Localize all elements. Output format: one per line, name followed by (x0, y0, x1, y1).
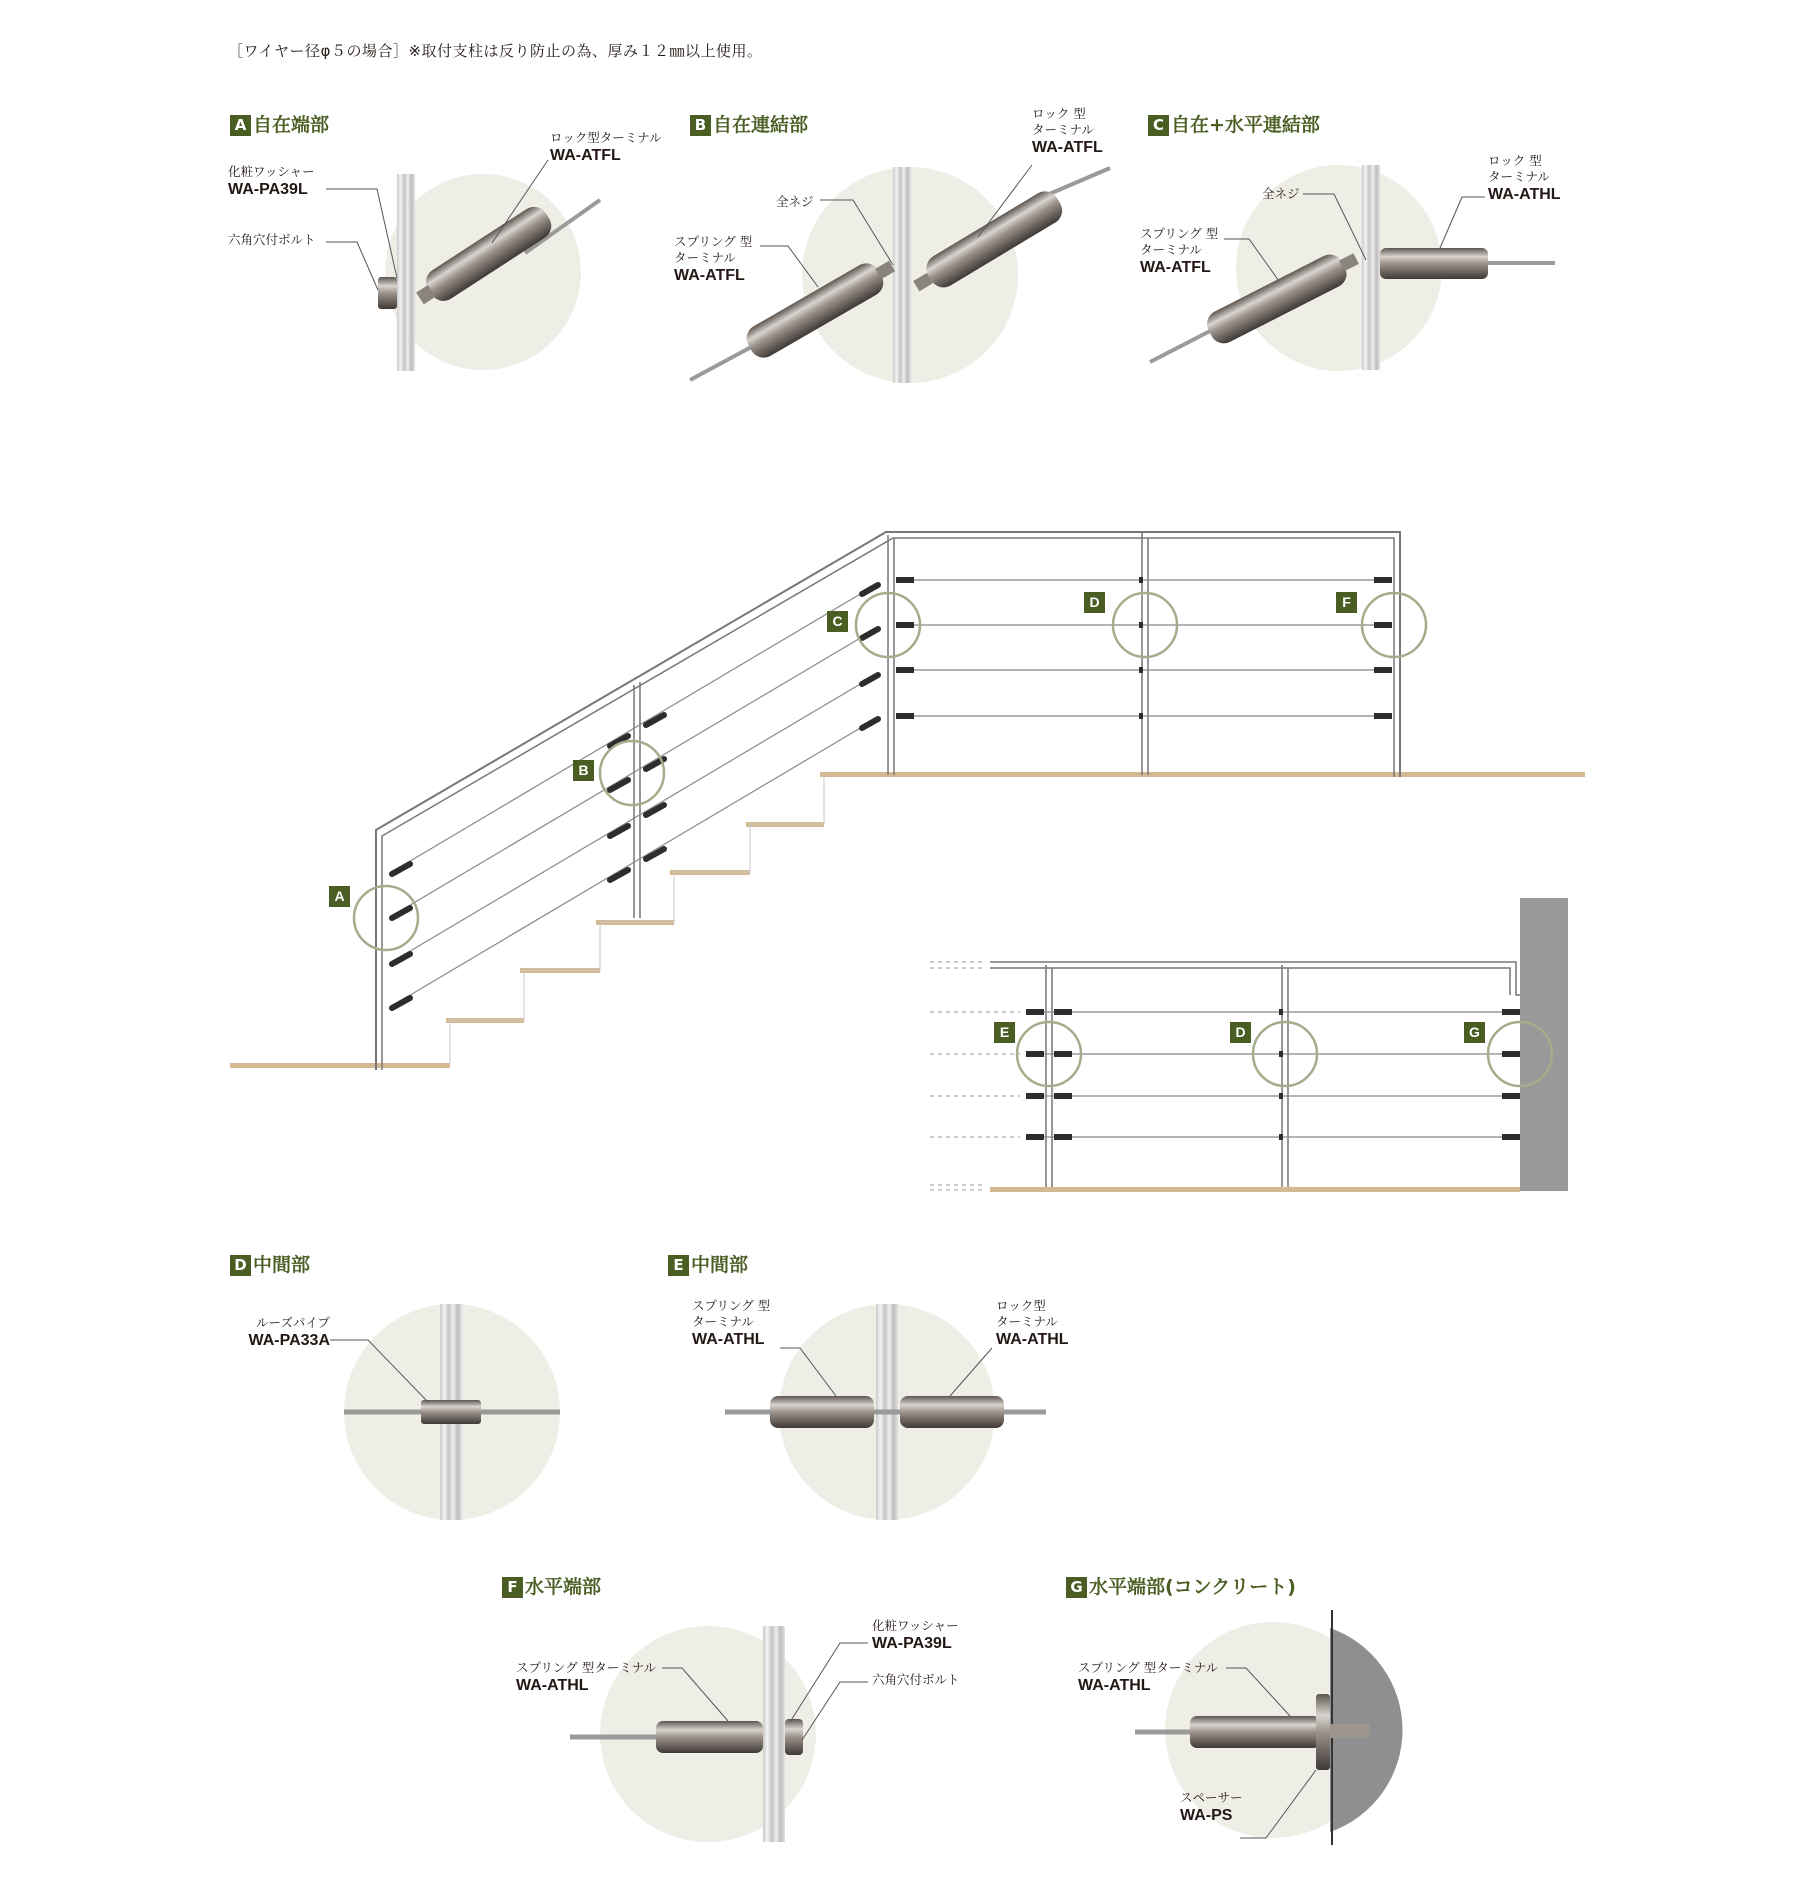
section-title-f (502, 1572, 601, 1599)
part-name-2: ターミナル (1140, 242, 1202, 257)
wall-floor (990, 1187, 1520, 1192)
label-b-lock (1032, 106, 1103, 157)
section-badge: D (230, 1255, 251, 1276)
section-badge: B (690, 115, 711, 136)
detail-a-washer (378, 277, 397, 309)
part-code: WA-ATFL (1032, 139, 1103, 156)
part-name: ロック 型 (1488, 153, 1542, 168)
part-code: WA-ATHL (692, 1331, 765, 1348)
detail-c-post (1362, 165, 1380, 370)
terminal (896, 622, 914, 628)
concrete-wall (1520, 898, 1568, 1191)
detail-g-anchor-bolt (1330, 1724, 1370, 1738)
detail-g-spacer (1316, 1694, 1330, 1770)
label-b-spring (674, 234, 752, 285)
loose-pipe (1139, 622, 1143, 628)
terminal (1502, 1134, 1520, 1140)
wire-diameter-note: ［ワイヤー径φ５の場合］※取付支柱は反り防止の為、厚み１２㎜以上使用。 (228, 42, 763, 60)
upper-floor (820, 772, 1585, 777)
section-badge: A (230, 115, 251, 136)
terminal (1374, 713, 1392, 719)
label-f-bolt (872, 1672, 960, 1688)
terminal (1026, 1051, 1044, 1057)
part-name-2: ターミナル (1488, 169, 1550, 184)
loose-pipe (1139, 577, 1143, 583)
detail-a-post (397, 174, 415, 371)
section-title-text: 中間部 (253, 1254, 311, 1276)
marker-a: A (329, 886, 350, 907)
terminal (1054, 1093, 1072, 1099)
part-code: WA-ATHL (516, 1677, 589, 1694)
landing-wires (896, 580, 1392, 716)
part-name: ロック型 (996, 1298, 1046, 1313)
part-name: スプリング 型ターミナル (1078, 1660, 1219, 1675)
circle-a (354, 886, 418, 950)
detail-d-loose-pipe (421, 1400, 481, 1424)
section-title-g (1066, 1572, 1296, 1599)
part-name: ロック型ターミナル (550, 130, 662, 145)
terminal (1374, 577, 1392, 583)
detail-b-post (893, 167, 911, 383)
section-title-text: 水平端部(コンクリート) (1089, 1576, 1296, 1598)
wall-handrail-inner (990, 968, 1510, 995)
section-title-text: 自在連結部 (713, 114, 809, 136)
terminal (1026, 1134, 1044, 1140)
part-name: 六角穴付ボルト (872, 1672, 960, 1687)
sloped-wires (390, 593, 862, 1007)
terminal (392, 998, 410, 1008)
marker-d2: D (1230, 1022, 1251, 1043)
part-name: 全ネジ (776, 194, 814, 209)
detail-f-post (763, 1626, 785, 1842)
label-g-spring (1078, 1660, 1218, 1695)
detail-a (326, 160, 600, 371)
part-name: 化粧ワッシャー (228, 164, 315, 179)
wire (390, 727, 862, 1007)
wall-wires (1030, 1012, 1515, 1137)
detail-b (690, 165, 1110, 383)
part-name: ロック 型 (1032, 106, 1086, 121)
stair-treads (230, 772, 1585, 1068)
detail-b-wire-left (690, 345, 755, 380)
section-title-e (668, 1250, 748, 1277)
part-code: WA-ATFL (1140, 259, 1211, 276)
section-badge: F (502, 1577, 523, 1598)
marker-f: F (1336, 592, 1357, 613)
terminal (1502, 1009, 1520, 1015)
loose-pipe (1139, 667, 1143, 673)
label-a-bolt (228, 232, 316, 248)
part-code: WA-PS (1180, 1807, 1233, 1824)
terminal (1502, 1051, 1520, 1057)
terminal (1054, 1009, 1072, 1015)
detail-f-spring-terminal (656, 1721, 763, 1753)
terminal (392, 864, 410, 874)
marker-g: G (1464, 1022, 1485, 1043)
marker-b: B (573, 760, 594, 781)
part-code: WA-ATHL (996, 1331, 1069, 1348)
leader-c-lock (1440, 197, 1485, 248)
label-c-full-thread (1262, 186, 1300, 202)
terminal (862, 719, 878, 728)
leader-a-bolt (326, 242, 378, 290)
terminal (896, 667, 914, 673)
label-e-lock (996, 1298, 1069, 1349)
terminal (1026, 1009, 1044, 1015)
part-code: WA-ATHL (1488, 186, 1561, 203)
part-name: 全ネジ (1262, 186, 1300, 201)
detail-d (330, 1304, 560, 1520)
loose-pipe (1279, 1093, 1283, 1099)
terminal (392, 908, 410, 918)
part-name: 六角穴付ボルト (228, 232, 316, 247)
section-title-text: 水平端部 (525, 1576, 602, 1598)
label-f-washer (872, 1618, 959, 1653)
wire (390, 593, 862, 873)
loose-pipe (1279, 1134, 1283, 1140)
detail-g (1135, 1610, 1403, 1845)
lower-floor (230, 1063, 450, 1068)
part-name: ルーズパイプ (255, 1315, 330, 1330)
section-badge: C (1148, 115, 1169, 136)
terminal (1502, 1093, 1520, 1099)
wall-posts (1046, 965, 1288, 1187)
landing-terminals (896, 577, 1392, 719)
section-title-b (690, 110, 808, 137)
part-code: WA-ATFL (674, 267, 745, 284)
detail-c-lock-terminal (1380, 248, 1488, 279)
detail-e-lock-terminal (900, 1396, 1004, 1428)
part-code: WA-PA33A (248, 1332, 330, 1349)
label-c-lock (1488, 153, 1561, 204)
marker-c: C (827, 611, 848, 632)
loose-pipe (1279, 1009, 1283, 1015)
detail-f (570, 1626, 868, 1842)
section-title-text: 自在+水平連結部 (1171, 114, 1320, 136)
part-name-2: ターミナル (996, 1314, 1058, 1329)
section-title-c (1148, 110, 1320, 137)
part-code: WA-PA39L (872, 1635, 952, 1652)
part-name: 化粧ワッシャー (872, 1618, 959, 1633)
marker-d: D (1084, 592, 1105, 613)
label-c-spring (1140, 226, 1218, 277)
part-name: スプリング 型 (692, 1298, 771, 1313)
label-a-lock (550, 130, 662, 165)
terminal (392, 954, 410, 964)
terminal (896, 577, 914, 583)
detail-circles (354, 593, 1426, 950)
label-a-washer (228, 164, 315, 199)
section-badge: E (668, 1255, 689, 1276)
detail-g-spring-terminal (1190, 1716, 1320, 1748)
detail-f-washer (785, 1719, 803, 1755)
label-b-full-thread (776, 194, 814, 210)
label-f-spring (516, 1660, 656, 1695)
detail-e-spring-terminal (770, 1396, 874, 1428)
wall-elevation (930, 898, 1568, 1192)
terminal (896, 713, 914, 719)
section-title-a (230, 110, 329, 137)
label-g-spacer (1180, 1790, 1243, 1825)
terminal (1374, 667, 1392, 673)
part-name: スプリング 型 (1140, 226, 1219, 241)
terminal (1026, 1093, 1044, 1099)
terminal (1054, 1051, 1072, 1057)
part-name-2: ターミナル (692, 1314, 754, 1329)
section-badge: G (1066, 1577, 1087, 1598)
part-name: スプリング 型ターミナル (516, 1660, 657, 1675)
label-e-spring (692, 1298, 770, 1349)
part-code: WA-ATHL (1078, 1677, 1151, 1694)
section-title-text: 自在端部 (253, 114, 330, 136)
stair-elevation (230, 532, 1585, 1070)
part-code: WA-PA39L (228, 181, 308, 198)
terminal (862, 629, 878, 638)
terminal (862, 675, 878, 684)
part-name-2: ターミナル (1032, 122, 1094, 137)
wall-handrail (990, 962, 1520, 995)
label-d-loose-pipe (232, 1315, 330, 1350)
part-name-2: ターミナル (674, 250, 736, 265)
wire (390, 637, 862, 917)
terminal (1374, 622, 1392, 628)
terminal (1054, 1134, 1072, 1140)
detail-c-wire-left (1150, 330, 1212, 362)
section-title-text: 中間部 (691, 1254, 749, 1276)
terminal (862, 585, 878, 594)
loose-pipe (1139, 713, 1143, 719)
sloped-terminals (392, 585, 878, 1008)
posts (634, 532, 1148, 918)
marker-e: E (994, 1022, 1015, 1043)
section-title-d (230, 1250, 310, 1277)
part-name: スプリング 型 (674, 234, 753, 249)
part-name: スペーサー (1180, 1790, 1243, 1805)
part-code: WA-ATFL (550, 147, 621, 164)
loose-pipe (1279, 1051, 1283, 1057)
wall-terminals (1026, 1009, 1520, 1140)
stair-risers (450, 774, 824, 1063)
